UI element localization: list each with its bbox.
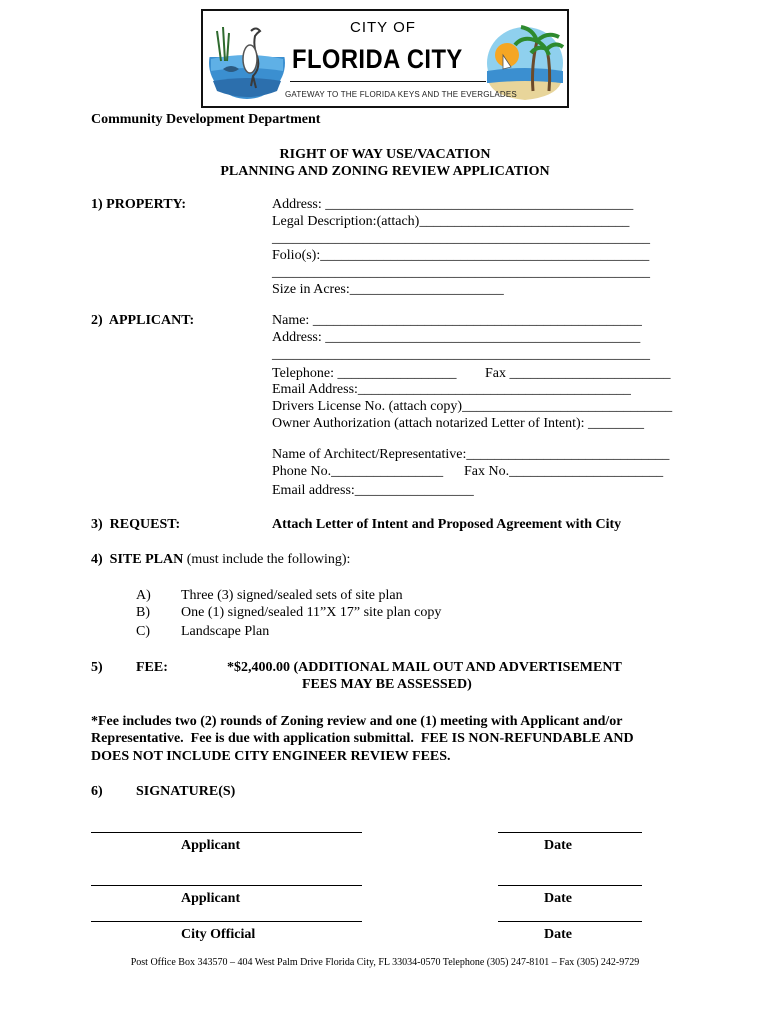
logo-city-of: CITY OF [350, 19, 416, 36]
date-label: Date [544, 927, 572, 942]
legal-description-line2[interactable]: ______________________________________________________ [272, 231, 650, 246]
applicant-signature-line[interactable] [91, 885, 362, 886]
site-plan-item-text: Landscape Plan [181, 624, 270, 639]
property-address-field[interactable]: Address: ____________________________________________ [272, 197, 634, 212]
site-plan-item-text: One (1) signed/sealed 11”X 17” site plan copy [181, 605, 442, 620]
drivers-license-field[interactable]: Drivers License No. (attach copy)______________________________ [272, 399, 673, 414]
applicant-label: 2) APPLICANT: [91, 313, 195, 328]
property-label: 1) PROPERTY: [91, 197, 187, 212]
applicant-signature-label: Applicant [181, 838, 241, 853]
fee-note-line2: Representative. Fee is due with application submittal. FEE IS NON-REFUNDABLE AND [91, 731, 634, 746]
city-logo [201, 9, 569, 108]
signatures-label: SIGNATURE(S) [136, 784, 236, 799]
date-line[interactable] [498, 921, 642, 922]
owner-authorization-field[interactable]: Owner Authorization (attach notarized Letter of Intent): ________ [272, 416, 645, 431]
telephone-field[interactable]: Telephone: _________________ [272, 366, 457, 381]
applicant-address-field[interactable]: Address: _____________________________________________ [272, 330, 641, 345]
site-plan-item-letter: B) [136, 605, 150, 620]
folio-field[interactable]: Folio(s):_______________________________________________ [272, 248, 650, 263]
site-plan-item-letter: A) [136, 588, 151, 603]
fax-field[interactable]: Fax _______________________ [485, 366, 671, 381]
fee-amount: *$2,400.00 (ADDITIONAL MAIL OUT AND ADVERTISEMENT [227, 660, 622, 675]
applicant-signature-line[interactable] [91, 832, 362, 833]
city-official-signature-line[interactable] [91, 921, 362, 922]
fee-note-line3: DOES NOT INCLUDE CITY ENGINEER REVIEW FEES. [91, 749, 451, 764]
site-plan-heading [91, 551, 350, 568]
folio-line2[interactable]: ______________________________________________________ [272, 265, 650, 280]
date-line[interactable] [498, 885, 642, 886]
legal-description-field[interactable]: Legal Description:(attach)______________________________ [272, 214, 630, 229]
size-in-acres-field[interactable]: Size in Acres:______________________ [272, 282, 504, 297]
fax-number-field[interactable]: Fax No.______________________ [464, 464, 664, 479]
logo-tagline: GATEWAY TO THE FLORIDA KEYS AND THE EVERGLADES [285, 90, 517, 99]
department-name: Community Development Department [91, 112, 321, 127]
date-line[interactable] [498, 832, 642, 833]
footer-contact: Post Office Box 343570 – 404 West Palm Drive Florida City, FL 33034-0570 Telephone (305) 247-8101 – Fax (305) 242-9729 [130, 957, 640, 968]
logo-divider [290, 81, 486, 82]
logo-florida-city: FLORIDA CITY [292, 44, 463, 74]
date-label: Date [544, 891, 572, 906]
signatures-number: 6) [91, 784, 103, 799]
site-plan-label: 4) SITE PLAN [91, 552, 184, 567]
applicant-name-field[interactable]: Name: _______________________________________________ [272, 313, 642, 328]
request-label: 3) REQUEST: [91, 517, 181, 532]
fee-label: FEE: [136, 660, 168, 675]
representative-email-field[interactable]: Email address:_________________ [272, 483, 474, 498]
request-instruction: Attach Letter of Intent and Proposed Agreement with City [272, 517, 622, 532]
form-title-line2: PLANNING AND ZONING REVIEW APPLICATION [220, 164, 550, 179]
city-official-label: City Official [181, 927, 256, 942]
applicant-signature-label: Applicant [181, 891, 241, 906]
phone-number-field[interactable]: Phone No.________________ [272, 464, 444, 479]
site-plan-item-letter: C) [136, 624, 150, 639]
fee-note-line1: *Fee includes two (2) rounds of Zoning review and one (1) meeting with Applicant and/or [91, 714, 623, 729]
site-plan-item-text: Three (3) signed/sealed sets of site plan [181, 588, 403, 603]
site-plan-note: (must include the following): [186, 552, 351, 567]
fee-amount-line2: FEES MAY BE ASSESSED) [302, 677, 472, 692]
email-address-field[interactable]: Email Address:_______________________________________ [272, 382, 631, 397]
fee-number: 5) [91, 660, 103, 675]
applicant-address-line2[interactable]: ______________________________________________________ [272, 347, 650, 362]
form-title-line1: RIGHT OF WAY USE/VACATION [279, 147, 491, 162]
date-label: Date [544, 838, 572, 853]
architect-name-field[interactable]: Name of Architect/Representative:_____________________________ [272, 447, 670, 462]
